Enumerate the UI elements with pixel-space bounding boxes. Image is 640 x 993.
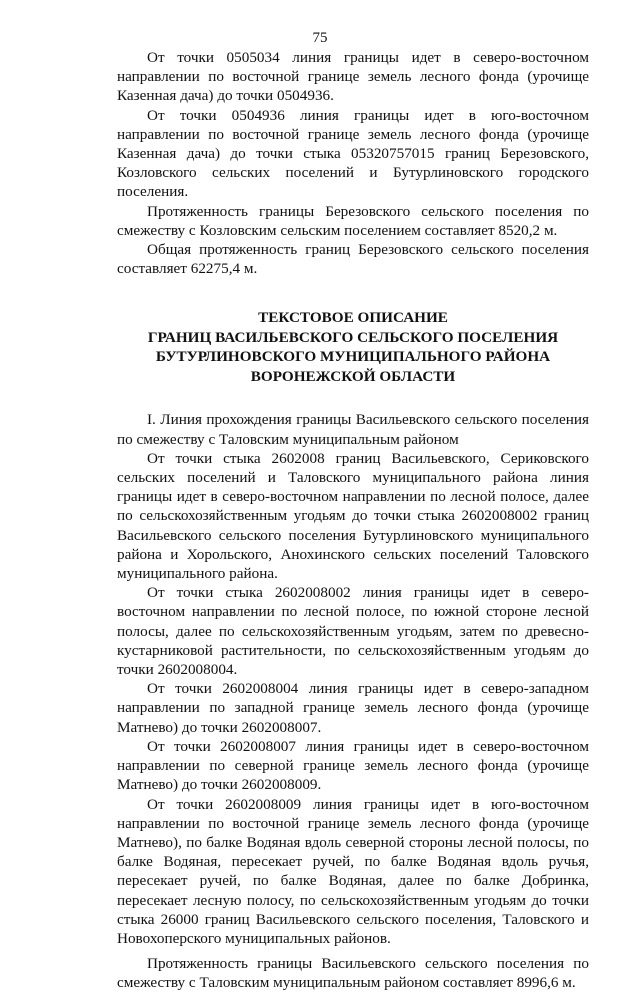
paragraph: От точки 2602008004 линия границы идет в северо-западном направлении по западной границе земель лесного фонда (урочище Матнево) до точки 2602008007. xyxy=(117,680,589,736)
heading-line: ТЕКСТОВОЕ ОПИСАНИЕ xyxy=(258,309,448,327)
section-title: I. Линия прохождения границы Васильевского сельского поселения по смежеству с Таловским муниципальным районом xyxy=(117,411,589,448)
paragraph: От точки 0504936 линия границы идет в юго-восточном направлении по восточной границе земель лесного фонда (урочище Казенная дача) до точки стыка 05320757015 границ Березовского, Козловского сельских поселений и Бутурлиновского городского поселения. xyxy=(117,106,589,201)
page-number: 75 xyxy=(312,30,328,46)
paragraph: От точки 0505034 линия границы идет в северо-восточном направлении по восточной границе земель лесного фонда (урочище Казенная дача) до точки 0504936. xyxy=(117,49,589,105)
heading-line: ГРАНИЦ ВАСИЛЬЕВСКОГО СЕЛЬСКОГО ПОСЕЛЕНИЯ xyxy=(147,328,559,346)
paragraph: От точки стыка 2602008 границ Васильевского, Сериковского сельских поселений и Таловского муниципального района линия границы идет в северо-восточном направлении по лесной полосе, далее по сельскохозяйственным угодьям до точки стыка 2602008002 границ Васильевского сельского поселения Бутурлиновского муниципального района и Хорольского, Анохинского сельских поселений Таловского муниципального района. xyxy=(117,449,589,583)
heading-line: БУТУРЛИНОВСКОГО МУНИЦИПАЛЬНОГО РАЙОНА xyxy=(155,348,551,366)
heading-line: ВОРОНЕЖСКОЙ ОБЛАСТИ xyxy=(250,367,456,385)
paragraph: Протяженность границы Васильевского сельского поселения по смежеству с Таловским муниципальным районом составляет 8996,6 м. xyxy=(117,955,589,992)
document-body xyxy=(117,48,589,993)
section-heading xyxy=(117,308,589,386)
paragraph: Протяженность границы Березовского сельского поселения по смежеству с Козловским сельским поселением составляет 8520,2 м. xyxy=(117,202,589,239)
paragraph: Общая протяженность границ Березовского сельского поселения составляет 62275,4 м. xyxy=(117,241,589,278)
paragraph: От точки 2602008007 линия границы идет в северо-восточном направлении по северной границе земель лесного фонда (урочище Матнево) до точки 2602008009. xyxy=(117,737,589,794)
paragraph: От точки 2602008009 линия границы идет в юго-восточном направлении по восточной границе земель лесного фонда (урочище Матнево), по балке Водяная вдоль северной стороны лесной полосы, по балке Водяная, пересекает ручей, по балке Водяная вдоль ручья, пересекает ручей, по балке Водяная, далее по балке Добринка, пересекает лесную полосу, по сельскохозяйственным угодьям до точки стыка 26000 границ Васильевского сельского поселения, Таловского и Новохоперского муниципальных районов. xyxy=(117,795,589,947)
paragraph: От точки стыка 2602008002 линия границы идет в северо-восточном направлении по лесной полосе, по южной стороне лесной полосы, далее по сельскохозяйственным угодьям, затем по древесно-кустарниковой растительности, по сельскохозяйственным угодьям до точки 2602008004. xyxy=(117,584,589,679)
